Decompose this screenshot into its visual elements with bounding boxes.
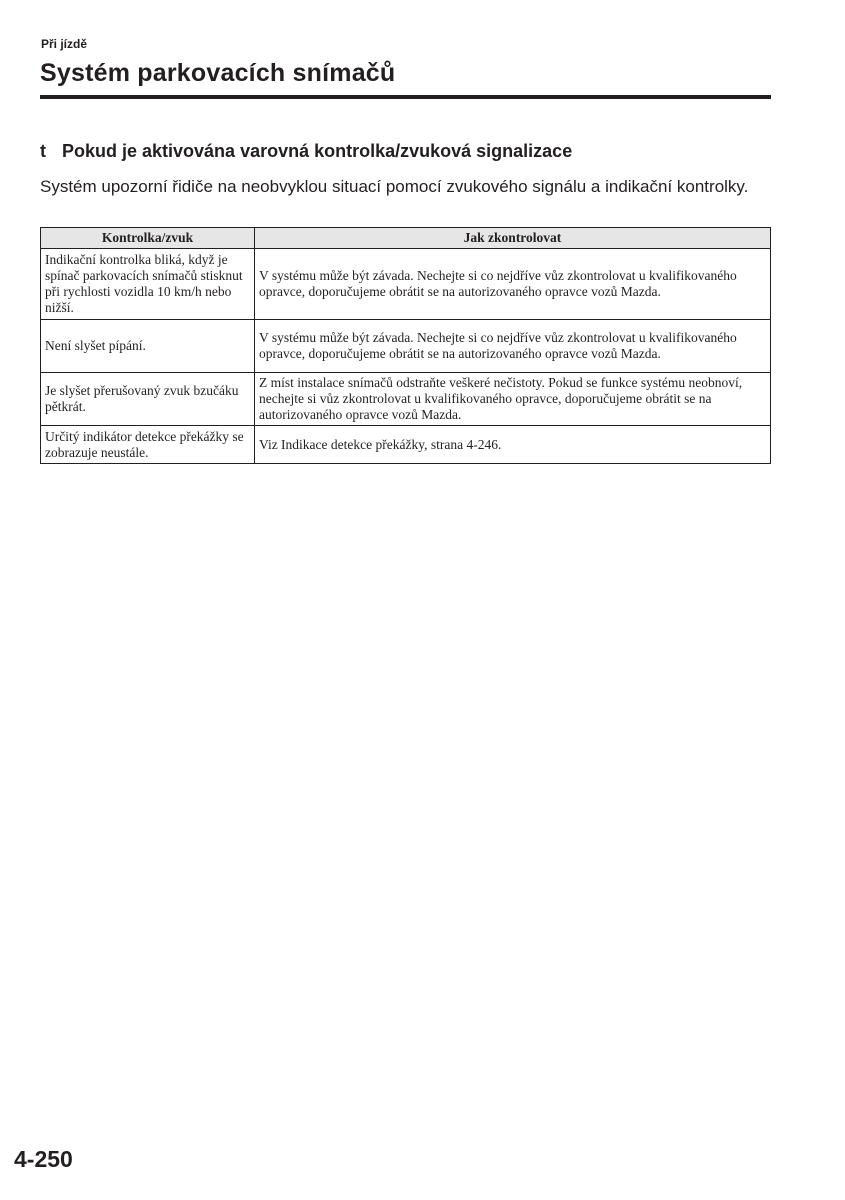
table-row	[41, 320, 771, 373]
indicator-cell: Je slyšet přerušovaný zvuk bzučáku pětkrát.	[41, 373, 255, 426]
page-number: 4-250	[14, 1146, 73, 1172]
title-divider	[40, 95, 771, 99]
table-row	[41, 426, 771, 464]
check-table	[40, 227, 771, 464]
check-cell: Z míst instalace snímačů odstraňte veškeré nečistoty. Pokud se funkce systému neobnoví, nechejte si vůz zkontrolovat u kvalifikovaného opravce, doporučujeme obrátit se na autorizovaného opravce vozů Mazda.	[255, 373, 771, 426]
table-header-row	[41, 228, 771, 249]
check-cell: Viz Indikace detekce překážky, strana 4-246.	[255, 426, 771, 464]
table-row	[41, 373, 771, 426]
indicator-cell: Indikační kontrolka bliká, když je spínač parkovacích snímačů stisknut při rychlosti vozidla 10 km/h nebo nižší.	[41, 249, 255, 320]
indicator-cell: Není slyšet pípání.	[41, 320, 255, 373]
intro-paragraph: Systém upozorní řidiče na neobvyklou situací pomocí zvukového signálu a indikační kontrolky.	[40, 177, 749, 196]
page-title: Systém parkovacích snímačů	[40, 59, 396, 87]
indicator-cell: Určitý indikátor detekce překážky se zobrazuje neustále.	[41, 426, 255, 464]
section-bullet-icon: t	[40, 141, 46, 161]
column-header-indicator: Kontrolka/zvuk	[41, 228, 255, 249]
breadcrumb: Při jízdě	[41, 37, 88, 51]
section-heading-text: Pokud je aktivována varovná kontrolka/zvuková signalizace	[62, 141, 573, 161]
section-heading	[40, 140, 572, 162]
column-header-check: Jak zkontrolovat	[255, 228, 771, 249]
check-cell: V systému může být závada. Nechejte si co nejdříve vůz zkontrolovat u kvalifikovaného opravce, doporučujeme obrátit se na autorizovaného opravce vozů Mazda.	[255, 249, 771, 320]
check-cell: V systému může být závada. Nechejte si co nejdříve vůz zkontrolovat u kvalifikovaného opravce, doporučujeme obrátit se na autorizovaného opravce vozů Mazda.	[255, 320, 771, 373]
table-row	[41, 249, 771, 320]
